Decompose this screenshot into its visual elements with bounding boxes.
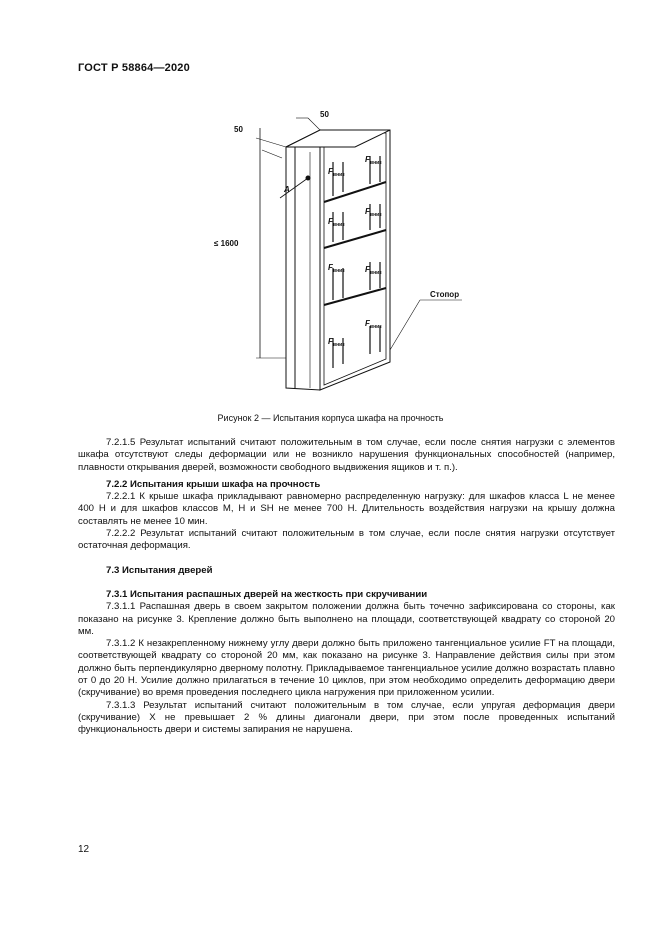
paragraph-7-3-1-3: 7.3.1.3 Результат испытаний считают положительным в том случае, если упругая деформация двери (скручивание) X не превышает 2 % длины диагонали двери, при этом после проведенных испытаний функциональность двери и системы запирания не нарушена. bbox=[78, 699, 615, 736]
force-label-5: F bbox=[328, 263, 333, 272]
force-sub-2: вниз bbox=[370, 160, 382, 166]
stopper-label: Стопор bbox=[430, 290, 460, 299]
force-sub-4: вниз bbox=[370, 212, 382, 218]
document-header: ГОСТ Р 58864—2020 bbox=[78, 62, 190, 74]
dim-height-label: ≤ 1600 bbox=[214, 239, 239, 248]
page-number: 12 bbox=[78, 844, 90, 855]
force-sub-8: вниз bbox=[370, 324, 382, 330]
force-label-1: F bbox=[328, 167, 333, 176]
section-heading-7-2-2: 7.2.2 Испытания крыши шкафа на прочность bbox=[106, 478, 321, 490]
force-label-6: F bbox=[365, 265, 370, 274]
force-sub-3: вниз bbox=[333, 222, 345, 228]
paragraph-7-3-1-1: 7.3.1.1 Распашная дверь в своем закрытом положении должна быть точечно зафиксирована со стороны, как показано на рисунке 3. Крепление должно быть выполнено на площади, соответствующей квадрату со стороной 20 мм. bbox=[78, 601, 615, 637]
force-label-4: F bbox=[365, 207, 370, 216]
force-label-7: F bbox=[328, 337, 333, 346]
force-label-3: F bbox=[328, 217, 333, 226]
paragraph-7-2-2-2: 7.2.2.2 Результат испытаний считают положительным в том случае, если после снятия нагрузки отсутствует остаточная деформация. bbox=[78, 528, 615, 552]
force-sub-1: вниз bbox=[333, 172, 345, 178]
paragraph-7-3-1-2: 7.3.1.2 К незакрепленному нижнему углу двери должно быть приложено тангенциальное усилие FT на площади, соответствующей квадрату со стороной 20 мм, как показано на рисунке 3. Направление действия силы при этом должно быть перпендикулярно дверному полотну. Прикладываемое тангенциальное усилие должно возрастать плавно от 0 до 20 Н. Усилие должно прилагаться в течение 10 циклов, при этом необходимо определить деформацию двери (скручивание) во время проведения последнего цикла нагружения при приложенном усилии. bbox=[78, 638, 615, 699]
force-sub-6: вниз bbox=[370, 270, 382, 276]
point-a-label: A bbox=[284, 185, 290, 194]
force-label-8: F bbox=[365, 319, 370, 328]
figure-caption: Рисунок 2 — Испытания корпуса шкафа на прочность bbox=[217, 413, 444, 423]
paragraph-7-2-2-1: 7.2.2.1 К крыше шкафа прикладывают равномерно распределенную нагрузку: для шкафов класса L не менее 400 Н и для шкафов классов M, H и SH не менее 700 Н. Длительность воздействия нагрузки на крышу должна составлять не менее 10 мин. bbox=[78, 491, 615, 527]
cabinet-strength-test-figure bbox=[200, 100, 480, 400]
dim-left-label: 50 bbox=[234, 125, 243, 134]
paragraph-7-2-1-5: 7.2.1.5 Результат испытаний считают положительным в том случае, если после снятия нагрузки с элементов шкафа отсутствуют следы деформации или не возникло нарушения функциональных способностей (например, плавности открывания дверей, возможности свободного выдвижения ящиков и т. п.). bbox=[78, 437, 615, 473]
force-sub-7: вниз bbox=[333, 342, 345, 348]
section-heading-7-3-1: 7.3.1 Испытания распашных дверей на жесткость при скручивании bbox=[106, 588, 428, 600]
section-heading-7-3: 7.3 Испытания дверей bbox=[106, 564, 213, 576]
force-sub-5: вниз bbox=[333, 268, 345, 274]
body-text bbox=[78, 437, 615, 737]
dim-top-label: 50 bbox=[320, 110, 329, 119]
force-label-2: F bbox=[365, 155, 370, 164]
